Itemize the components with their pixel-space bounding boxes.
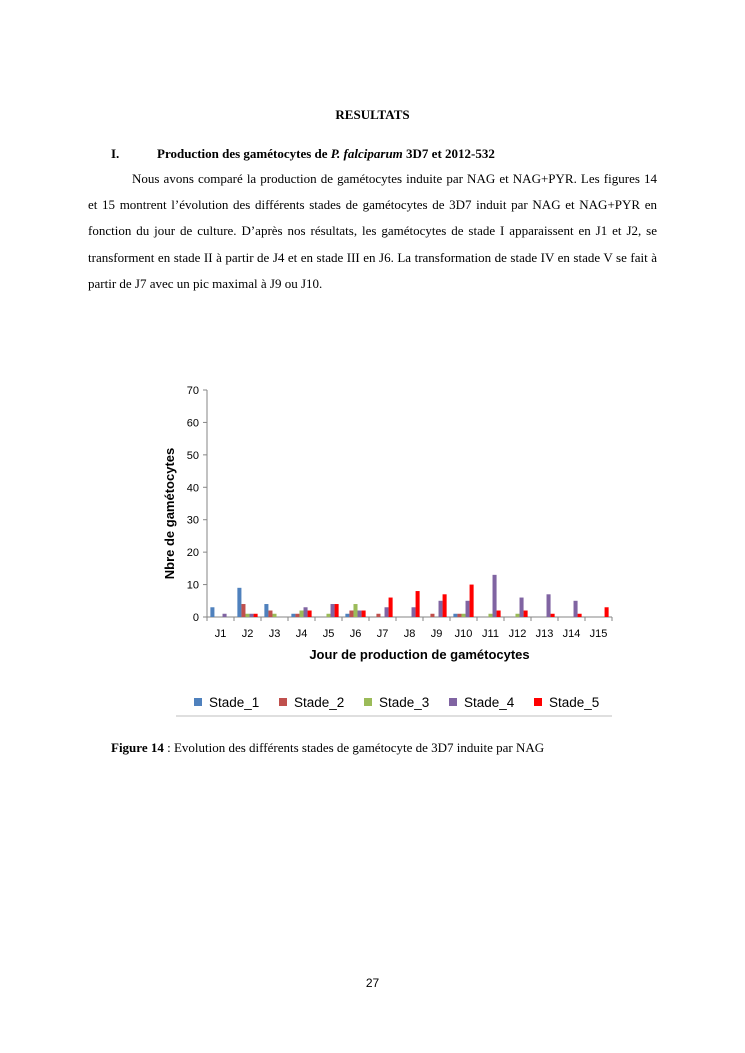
figure-caption-text: : Evolution des différents stades de gamétocyte de 3D7 induite par NAG xyxy=(163,740,545,755)
bar-stade-2-j9 xyxy=(430,614,434,617)
y-tick-label: 0 xyxy=(192,612,199,624)
legend-label-stade-3: Stade_3 xyxy=(379,695,430,710)
x-tick-label: J12 xyxy=(508,628,527,640)
bar-stade-5-j12 xyxy=(524,611,528,617)
bar-stade-4-j7 xyxy=(385,607,389,617)
bar-stade-5-j10 xyxy=(470,585,474,617)
bar-stade-1-j1 xyxy=(210,607,214,617)
bar-stade-1-j6 xyxy=(345,614,349,617)
x-tick-label: J8 xyxy=(403,628,416,640)
section-title-post: 3D7 et 2012-532 xyxy=(402,146,495,161)
x-tick-label: J4 xyxy=(295,628,308,640)
bar-stade-3-j6 xyxy=(353,604,357,617)
x-tick-label: J15 xyxy=(589,628,608,640)
bar-stade-5-j11 xyxy=(497,611,501,617)
bar-stade-3-j5 xyxy=(326,614,330,617)
bar-stade-5-j14 xyxy=(578,614,582,617)
bar-stade-5-j5 xyxy=(335,604,339,617)
bar-stade-3-j11 xyxy=(488,614,492,617)
section-number: I. xyxy=(111,146,120,161)
legend-swatch-stade-3 xyxy=(364,698,372,706)
x-tick-label: J7 xyxy=(376,628,389,640)
bar-stade-1-j3 xyxy=(264,604,268,617)
legend-label-stade-5: Stade_5 xyxy=(549,695,600,710)
x-tick-label: J9 xyxy=(430,628,443,640)
x-tick-label: J5 xyxy=(322,628,335,640)
bar-stade-2-j10 xyxy=(457,614,461,617)
page-heading: RESULTATS xyxy=(335,107,410,122)
figure-caption xyxy=(111,740,544,756)
bar-stade-5-j8 xyxy=(416,591,420,617)
bar-stade-4-j5 xyxy=(331,604,335,617)
bar-stade-5-j4 xyxy=(308,611,312,617)
y-tick-label: 70 xyxy=(186,385,199,397)
bar-stade-2-j3 xyxy=(268,611,272,617)
bar-stade-1-j10 xyxy=(453,614,457,617)
legend-swatch-stade-1 xyxy=(194,698,202,706)
y-tick-label: 50 xyxy=(186,449,199,462)
y-tick-label: 20 xyxy=(186,547,199,560)
x-tick-label: J2 xyxy=(241,628,254,640)
bar-stade-4-j11 xyxy=(493,575,497,617)
gametocyte-bar-chart xyxy=(150,375,620,725)
bar-stade-4-j9 xyxy=(439,601,443,617)
bar-stade-2-j2 xyxy=(241,604,245,617)
bar-stade-1-j4 xyxy=(291,614,295,617)
x-axis-title: Jour de production de gamétocytes xyxy=(309,647,530,662)
section-heading xyxy=(111,146,495,162)
x-tick-label: J11 xyxy=(482,628,499,640)
bar-stade-3-j2 xyxy=(245,614,249,617)
legend-swatch-stade-5 xyxy=(534,698,542,706)
page-number: 27 xyxy=(365,976,380,990)
y-tick-label: 30 xyxy=(186,514,199,527)
bar-stade-4-j6 xyxy=(358,611,362,617)
bar-stade-5-j9 xyxy=(443,594,447,617)
bar-stade-2-j4 xyxy=(295,614,299,617)
bar-stade-5-j2 xyxy=(254,614,258,617)
section-title-pre: Production des gamétocytes de xyxy=(157,146,331,161)
bar-stade-4-j13 xyxy=(547,594,551,617)
bar-stade-3-j3 xyxy=(272,614,276,617)
y-tick-label: 40 xyxy=(186,482,199,495)
legend-swatch-stade-2 xyxy=(279,698,287,706)
x-tick-label: J13 xyxy=(535,628,554,640)
bar-stade-2-j7 xyxy=(376,614,380,617)
bar-stade-4-j12 xyxy=(520,598,524,617)
body-paragraph: Nous avons comparé la production de gamétocytes induite par NAG et NAG+PYR. Les figures 14 et 15 montrent l’évolution des différents stades de gamétocytes de 3D7 induit par NAG et NAG+PYR en fonction du jour de culture. D’après nos résultats, les gamétocytes de stade I apparaissent en J1 et J2, se transforment en stade II à partir de J4 et en stade III en J6. La transformation de stade IV en stade V se fait à partir de J7 avec un pic maximal à J9 ou J10. xyxy=(88,171,657,291)
x-tick-label: J1 xyxy=(214,628,227,640)
bar-stade-4-j4 xyxy=(304,607,308,617)
legend-label-stade-1: Stade_1 xyxy=(209,695,260,710)
bar-stade-5-j13 xyxy=(551,614,555,617)
bar-stade-1-j2 xyxy=(237,588,241,617)
bar-stade-3-j10 xyxy=(461,614,465,617)
x-tick-label: J6 xyxy=(349,628,362,640)
bar-stade-4-j1 xyxy=(223,614,227,617)
x-tick-label: J3 xyxy=(268,628,281,640)
legend-label-stade-2: Stade_2 xyxy=(294,695,345,710)
bar-stade-4-j8 xyxy=(412,607,416,617)
bar-stade-3-j4 xyxy=(299,611,303,617)
bar-stade-5-j15 xyxy=(605,607,609,617)
bar-stade-5-j6 xyxy=(362,611,366,617)
y-axis-title: Nbre de gamétocytes xyxy=(162,447,177,580)
bar-stade-2-j6 xyxy=(349,611,353,617)
bar-stade-4-j2 xyxy=(250,614,254,617)
y-tick-label: 60 xyxy=(186,417,199,430)
y-tick-label: 10 xyxy=(186,579,199,592)
figure-label: Figure 14 xyxy=(111,740,164,755)
legend-swatch-stade-4 xyxy=(449,698,457,706)
x-tick-label: J14 xyxy=(562,628,581,640)
bar-stade-4-j10 xyxy=(466,601,470,617)
legend-label-stade-4: Stade_4 xyxy=(464,695,515,710)
x-tick-label: J10 xyxy=(454,628,473,640)
bar-stade-5-j7 xyxy=(389,598,393,617)
section-title-species: P. falciparum xyxy=(330,146,403,161)
bar-stade-3-j12 xyxy=(515,614,519,617)
bar-stade-4-j14 xyxy=(574,601,578,617)
